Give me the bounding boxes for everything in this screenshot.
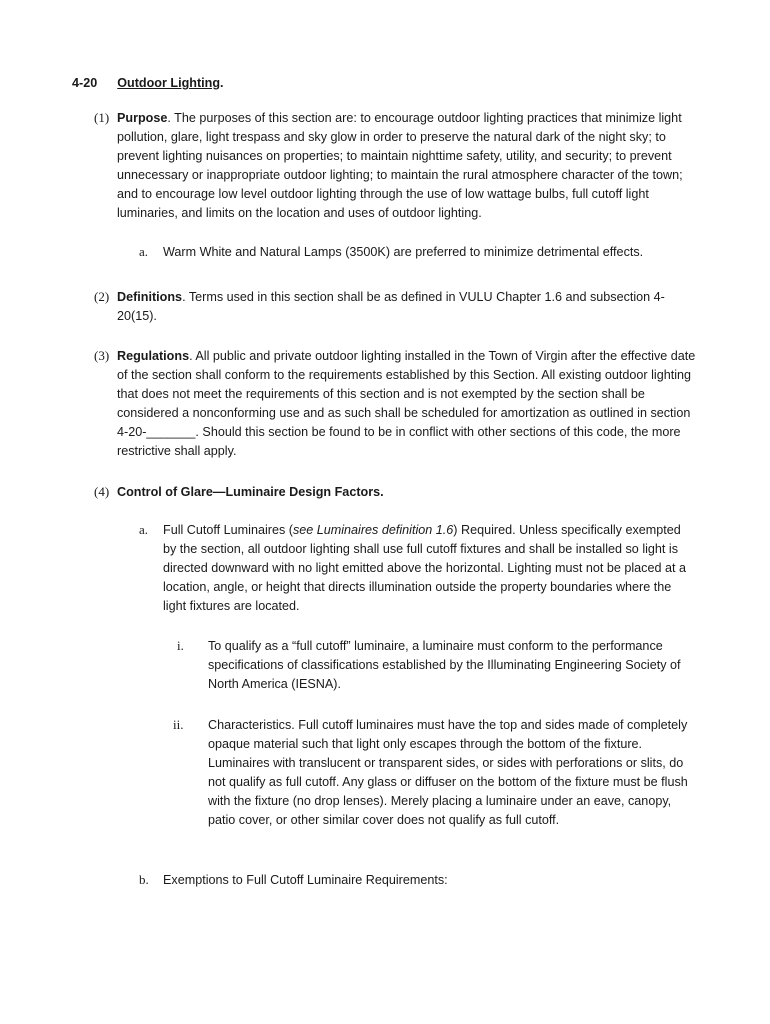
item-definitions-paragraph	[117, 288, 692, 326]
item-definitions-label: Definitions	[117, 290, 183, 304]
item-purpose-text: . The purposes of this section are: to encourage outdoor lighting practices that minimize light pollution, glare, light trespass and sky glow in order to preserve the natural dark of the night sky; to prevent lighting nuisances on properties; to maintain nighttime safety, utility, and security; to prevent unnecessary or inappropriate outdoor lighting; to maintain the rural atmosphere character of the town; and to encourage low level outdoor lighting through the use of low wattage bulbs, full cutoff light luminaries, and limits on the location and uses of outdoor lighting.	[117, 111, 683, 220]
item-purpose-sub-a-text: Warm White and Natural Lamps (3500K) are preferred to minimize detrimental effects.	[163, 245, 644, 259]
item-marker-2: (2)	[94, 289, 110, 304]
item-glare-sub-a-text-before: Full Cutoff Luminaires (	[163, 523, 293, 537]
section-title-suffix: .	[220, 76, 224, 90]
item-glare-sub-b-marker: b.	[139, 872, 149, 887]
item-glare-heading: Control of Glare—Luminaire Design Factors.	[117, 485, 384, 499]
item-glare-sub-a-ii-text: Characteristics. Full cutoff luminaires must have the top and sides made of completely opaque material such that light only escapes through the bottom of the fixture. Luminaires with translucent or transparent sides, or sides with perforations or slits, do not qualify as full cutoff. Any glass or diffuser on the bottom of the fixture must be flush with the fixture (no drop lenses). Merely placing a luminaire under an eave, canopy, patio cover, or other similar cover does not qualify as full cutoff.	[208, 718, 688, 827]
item-regulations-paragraph	[117, 347, 697, 460]
item-glare-sub-a-italic: see Luminaires definition 1.6	[292, 523, 454, 537]
section-number: 4-20	[72, 76, 98, 90]
item-regulations-text: . All public and private outdoor lighting installed in the Town of Virgin after the effective date of the section shall conform to the requirements established by this Section. All existing outdoor lighting that does not meet the requirements of this section and is not exempted by the section shall be considered a nonconforming use and as such shall be scheduled for amortization as outlined in section 4-20-_______. Should this section be found to be in conflict with other sections of this code, the more restrictive shall apply.	[117, 349, 696, 458]
item-regulations-label: Regulations	[117, 349, 190, 363]
item-glare-sub-a-text-after: ) Required. Unless specifically exempted by the section, all outdoor lighting shall use full cutoff fixtures and shall be installed so light is directed downward with no light emitted above the horizontal. Lighting must not be placed at a location, angle, or height that directs illumination outside the property boundaries where the light fixtures are located.	[163, 523, 686, 613]
item-glare-sub-a-i-marker: i.	[177, 638, 184, 653]
item-marker-3: (3)	[94, 348, 110, 363]
item-marker-1: (1)	[94, 110, 110, 125]
section-title: Outdoor Lighting	[117, 76, 221, 90]
item-glare-sub-a-i-text: To qualify as a “full cutoff” luminaire, a luminaire must conform to the performance specifications of classifications established by the Illuminating Engineering Society of North America (IESNA).	[208, 639, 681, 691]
item-marker-4: (4)	[94, 484, 110, 499]
item-purpose-sub-a-marker: a.	[139, 244, 149, 259]
section-heading	[72, 74, 672, 93]
item-glare-sub-a-paragraph	[163, 521, 691, 616]
item-glare-sub-b-text: Exemptions to Full Cutoff Luminaire Requirements:	[163, 873, 448, 887]
item-glare-sub-a-marker: a.	[139, 522, 149, 537]
item-purpose-label: Purpose	[117, 111, 168, 125]
item-glare-sub-a-ii-marker: ii.	[173, 717, 184, 732]
item-purpose-paragraph	[117, 109, 695, 222]
item-definitions-text: . Terms used in this section shall be as defined in VULU Chapter 1.6 and subsection 4-20(15).	[117, 290, 665, 323]
